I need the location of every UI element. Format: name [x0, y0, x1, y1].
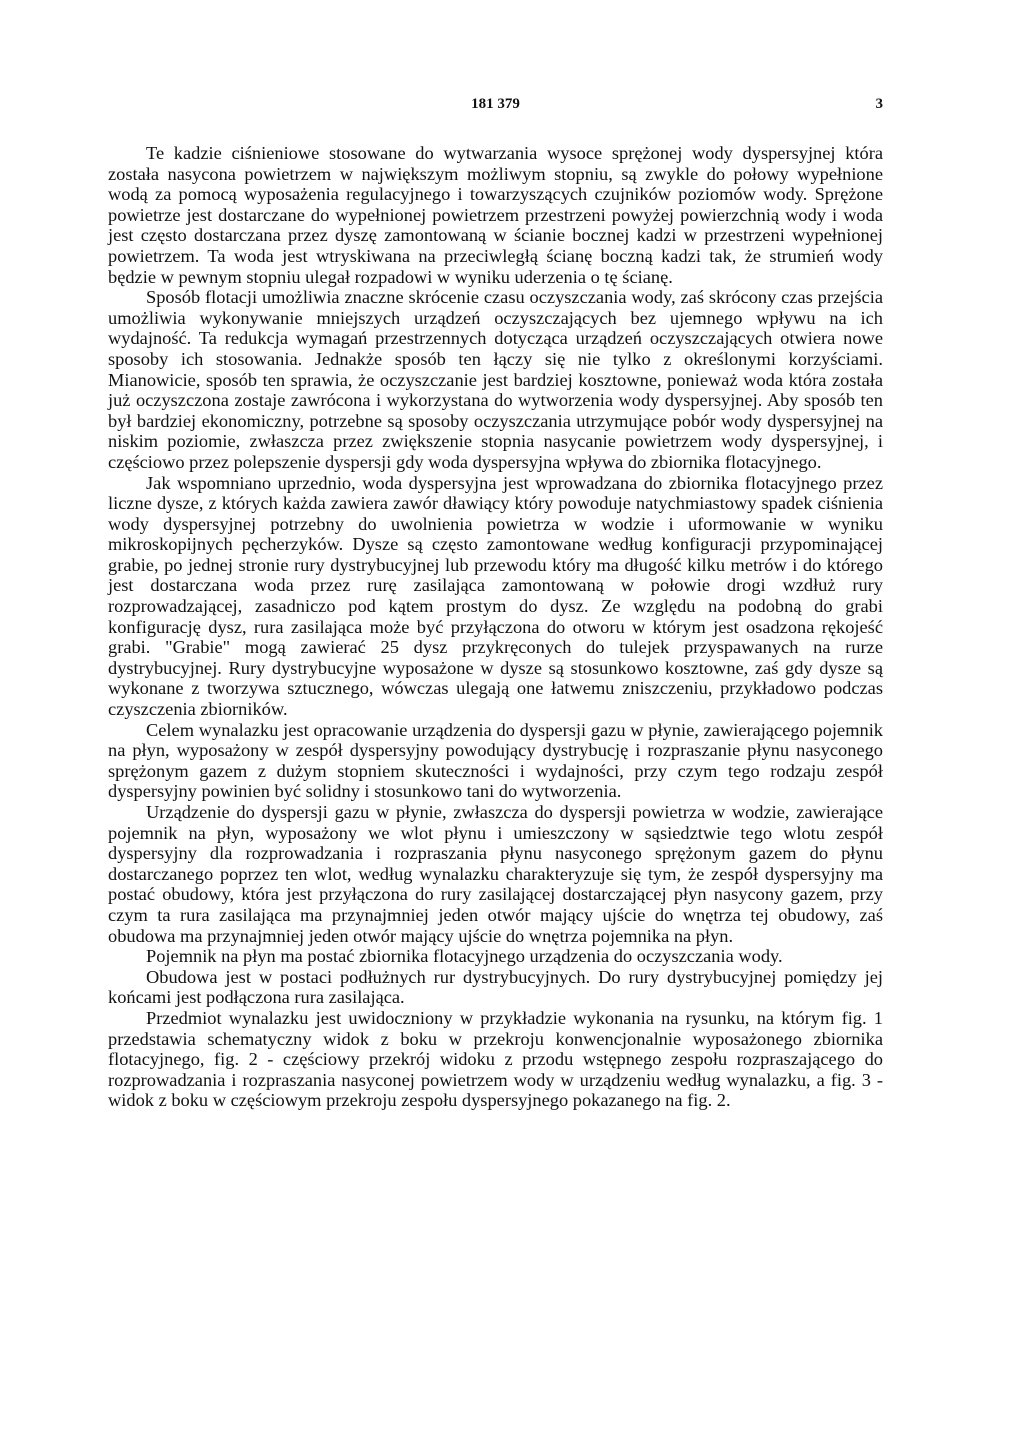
body-text: [108, 143, 883, 1111]
paragraph: Przedmiot wynalazku jest uwidoczniony w przykładzie wykonania na rysunku, na którym fig. 1 przedstawia schematyczny widok z boku w przekroju konwencjonalnie wyposażonego zbiornika flotacyjnego, fig. 2 - częściowy przekrój widoku z przodu wstępnego zespołu rozpraszającego do rozprowadzania i rozpraszania nasyconej powietrzem wody w urządzeniu według wynalazku, a fig. 3 - widok z boku w częściowym przekroju zespołu dyspersyjnego pokazanego na fig. 2.: [108, 1007, 883, 1111]
document-number: 181 379: [471, 96, 520, 112]
page-number: 3: [875, 96, 883, 112]
paragraph: Urządzenie do dyspersji gazu w płynie, zwłaszcza do dyspersji powietrza w wodzie, zawierające pojemnik na płyn, wyposażony we wlot płynu i umieszczony w sąsiedztwie tego wlotu zespół dyspersyjny dla rozprowadzania i rozpraszania płynu nasyconego sprężonym gazem do płynu dostarczanego poprzez ten wlot, według wynalazku charakteryzuje się tym, że zespół dyspersyjny ma postać obudowy, która jest przyłączona do rury zasilającej dostarczającej płyn nasycony gazem, przy czym ta rura zasilająca ma przynajmniej jeden otwór mający ujście do wnętrza tej obudowy, zaś obudowa ma przynajmniej jeden otwór mający ujście do wnętrza pojemnika na płyn.: [108, 802, 883, 946]
paragraph: Jak wspomniano uprzednio, woda dyspersyjna jest wprowadzana do zbiornika flotacyjnego przez liczne dysze, z których każda zawiera zawór dławiący który powoduje natychmiastowy spadek ciśnienia wody dyspersyjnej potrzebny do uwolnienia powietrza w wodzie i uformowanie w wyniku mikroskopijnych pęcherzyków. Dysze są często zamontowane według konfiguracji przypominającej grabie, po jednej stronie rury dystrybucyjnej lub przewodu który ma długość kilku metrów i do którego jest dostarczana woda przez rurę zasilająca zamontowaną w połowie drogi wzdłuż rury rozprowadzającej, zasadniczo pod kątem prostym do dysz. Ze względu na podobną do grabi konfigurację dysz, rura zasilająca może być przyłączona do otworu w którym jest osadzona rękojeść grabi. "Grabie" mogą zawierać 25 dysz przykręconych do tulejek przyspawanych na rurze dystrybucyjnej. Rury dystrybucyjne wyposażone w dysze są stosunkowo kosztowne, zaś gdy dysze są wykonane z tworzywa sztucznego, wówczas ulegają one łatwemu zniszczeniu, przykładowo podczas czyszczenia zbiorników.: [108, 472, 883, 720]
paragraph: Sposób flotacji umożliwia znaczne skrócenie czasu oczyszczania wody, zaś skrócony czas przejścia umożliwia wykonywanie mniejszych urządzeń oczyszczających bez ujemnego wpływu na ich wydajność. Ta redukcja wymagań przestrzennych dotycząca urządzeń oczyszczających otwiera nowe sposoby ich stosowania. Jednakże sposób ten łączy się nie tylko z określonymi korzyściami. Mianowicie, sposób ten sprawia, że oczyszczanie jest bardziej kosztowne, ponieważ woda która została już oczyszczona zostaje zawrócona i wykorzystana do wytworzenia wody dyspersyjnej. Aby sposób ten był bardziej ekonomiczny, potrzebne są sposoby oczyszczania utrzymujące pobór wody dyspersyjnej na niskim poziomie, zwłaszcza przez zwiększenie stopnia nasycanie powietrzem wody dyspersyjnej, i częściowo przez polepszenie dyspersji gdy woda dyspersyjna wpływa do zbiornika flotacyjnego.: [108, 287, 883, 472]
paragraph: Obudowa jest w postaci podłużnych rur dystrybucyjnych. Do rury dystrybucyjnej pomiędzy jej końcami jest podłączona rura zasilająca.: [108, 966, 883, 1008]
page-header: [108, 96, 883, 120]
paragraph: Pojemnik na płyn ma postać zbiornika flotacyjnego urządzenia do oczyszczania wody.: [146, 946, 783, 967]
paragraph: Te kadzie ciśnieniowe stosowane do wytwarzania wysoce sprężonej wody dyspersyjnej która została nasycona powietrzem w największym możliwym stopniu, są zwykle do połowy wypełnione wodą za pomocą wyposażenia regulacyjnego i towarzyszących czujników poziomów wody. Sprężone powietrze jest dostarczane do wypełnionej powietrzem przestrzeni powyżej powierzchnią wody i woda jest często dostarczana przez dyszę zamontowaną w ścianie bocznej kadzi w przestrzeni wypełnionej powietrzem. Ta woda jest wtryskiwana na przeciwległą ścianę boczną kadzi tak, że strumień wody będzie w pewnym stopniu ulegał rozpadowi w wyniku uderzenia o tę ścianę.: [108, 143, 883, 287]
paragraph: Celem wynalazku jest opracowanie urządzenia do dyspersji gazu w płynie, zawierającego pojemnik na płyn, wyposażony w zespół dyspersyjny powodujący dystrybucję i rozpraszanie płynu nasyconego sprężonym gazem z dużym stopniem skuteczności i wydajności, przy czym tego rodzaju zespół dyspersyjny powinien być solidny i stosunkowo tani do wytworzenia.: [108, 719, 883, 802]
